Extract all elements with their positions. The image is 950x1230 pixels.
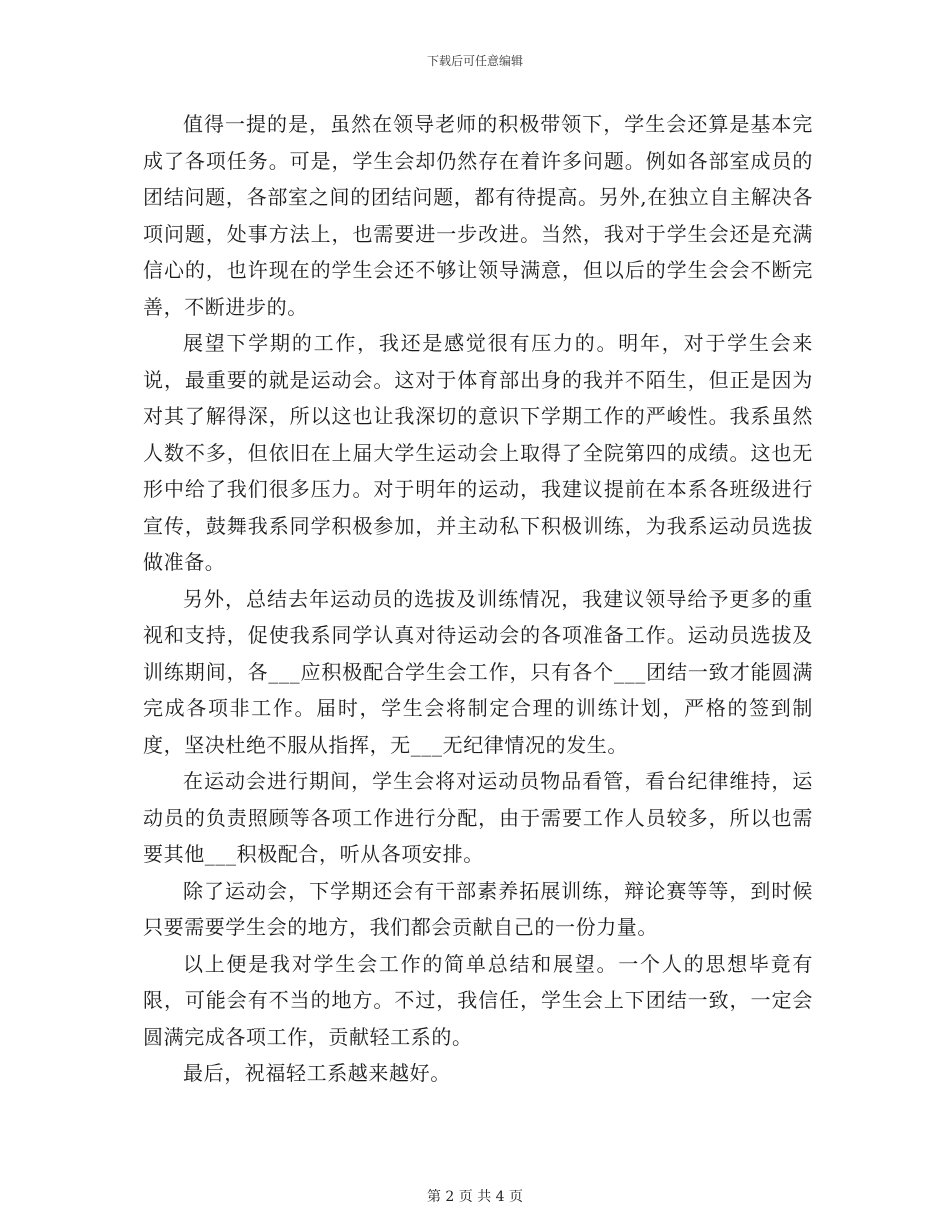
page-number: 第 2 页 共 4 页 — [426, 1189, 524, 1205]
paragraph-2: 展望下学期的工作，我还是感觉很有压力的。明年，对于学生会来说，最重要的就是运动会。这对于体育部出身的我并不陌生，但正是因为对其了解得深，所以这也让我深切的意识下学期工作的严峻性。我系虽然人数不多，但依旧在上届大学生运动会上取得了全院第四的成绩。这也无形中给了我们很多压力。对于明年的运动，我建议提前在本系各班级进行宣传，鼓舞我系同学积极参加，并主动私下积极训练，为我系运动员选拔做准备。 — [143, 331, 813, 574]
page-header-note: 下载后可任意编辑 — [426, 54, 523, 68]
paragraph-7: 最后，祝福轻工系越来越好。 — [183, 1061, 451, 1085]
paragraph-5: 除了运动会，下学期还会有干部素养拓展训练，辩论赛等等，到时候只要需要学生会的地方，我们都会贡献自己的一份力量。 — [143, 878, 813, 939]
paragraph-3: 另外，总结去年运动员的选拔及训练情况，我建议领导给予更多的重视和支持，促使我系同学认真对待运动会的各项准备工作。运动员选拔及训练期间，各___应积极配合学生会工作，只有各个___团结一致才能圆满完成各项非工作。届时，学生会将制定合理的训练计划，严格的签到制度，坚决杜绝不服从指挥，无___无纪律情况的发生。 — [143, 586, 813, 757]
document-body — [143, 106, 813, 1092]
paragraph-6: 以上便是我对学生会工作的简单总结和展望。一个人的思想毕竟有限，可能会有不当的地方。不过，我信任，学生会上下团结一致，一定会圆满完成各项工作，贡献轻工系的。 — [143, 951, 813, 1049]
paragraph-4: 在运动会进行期间，学生会将对运动员物品看管，看台纪律维持，运动员的负责照顾等各项工作进行分配，由于需要工作人员较多，所以也需要其他___积极配合，听从各项安排。 — [143, 769, 813, 866]
paragraph-1: 值得一提的是，虽然在领导老师的积极带领下，学生会还算是基本完成了各项任务。可是，学生会却仍然存在着许多问题。例如各部室成员的团结问题，各部室之间的团结问题，都有待提高。另外,在独立自主解决各项问题，处事方法上，也需要进一步改进。当然，我对于学生会还是充满信心的，也许现在的学生会还不够让领导满意，但以后的学生会会不断完善，不断进步的。 — [143, 112, 813, 319]
